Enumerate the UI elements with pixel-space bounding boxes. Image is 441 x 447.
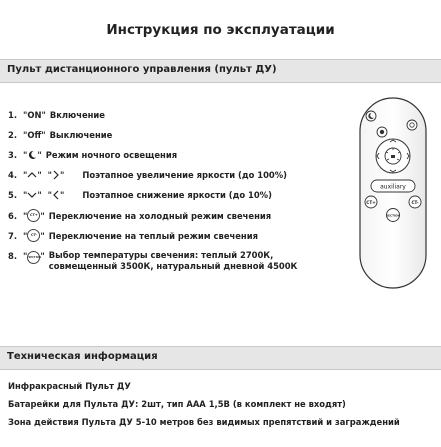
chevron-right-icon — [52, 170, 60, 180]
chevron-up-icon — [27, 171, 37, 179]
remote-off-button — [407, 120, 417, 130]
instruction-item-night: 3. " " Режим ночного освещения — [8, 150, 178, 160]
svg-text:SECTION: SECTION — [386, 213, 400, 218]
remote-night-button — [366, 111, 376, 121]
ct-minus-icon: CT- — [27, 229, 40, 242]
tech-line-ir: Инфракрасный Пульт ДУ — [8, 381, 131, 391]
chevron-left-icon — [52, 190, 60, 200]
instruction-item-brightness-up: 4. " " " " Поэтапное увеличение яркости (до 100%) — [8, 170, 287, 180]
svg-text:CT-: CT- — [411, 200, 419, 205]
moon-icon — [27, 150, 37, 160]
instruction-item-on: 1. "ON" Включение — [8, 110, 105, 120]
ct-plus-icon: CT+ — [27, 209, 40, 222]
instruction-item-brightness-down: 5. " " " " Поэтапное снижение яркости (до 10%) — [8, 190, 272, 200]
tech-line-range: Зона действия Пульта ДУ 5-10 метров без видимых препятствий и заграждений — [8, 417, 400, 427]
instruction-item-ct-plus: 6. " CT+ " Переключение на холодный режим свечения — [8, 210, 272, 221]
instruction-item-off: 2. "Off" Выключение — [8, 130, 113, 140]
chevron-down-icon — [27, 191, 37, 199]
remote-ct-minus-button — [409, 196, 421, 208]
section-header-remote — [0, 59, 441, 83]
section-title-tech: Техническая информация — [7, 351, 158, 362]
section-header-tech — [0, 346, 441, 370]
remote-brightness-dial — [376, 139, 410, 173]
svg-text:auxiliary: auxiliary — [380, 183, 406, 191]
instruction-item-section: 8. " SECTION " Выбор температуры свечения: теплый 2700К, совмещенный 3500К, натуральный дневной 4500К — [8, 250, 298, 271]
section-title-remote: Пульт дистанционного управления (пульт ДУ) — [7, 64, 277, 75]
svg-text:CT+: CT+ — [366, 200, 376, 205]
off-label: "Off" — [23, 130, 46, 140]
remote-control-illustration — [356, 96, 432, 292]
page-title: Инструкция по эксплуатации — [106, 22, 335, 38]
tech-line-batteries: Батарейки для Пульта ДУ: 2шт, тип ААА 1,5В (в комплект не входят) — [8, 399, 346, 409]
instruction-item-ct-minus: 7. " CT- " Переключение на теплый режим свечения — [8, 230, 258, 241]
on-label: "ON" — [23, 110, 46, 120]
remote-auxiliary-button — [371, 180, 415, 192]
section-icon: SECTION — [27, 251, 40, 264]
remote-on-button — [377, 127, 387, 137]
remote-ct-plus-button — [365, 196, 377, 208]
